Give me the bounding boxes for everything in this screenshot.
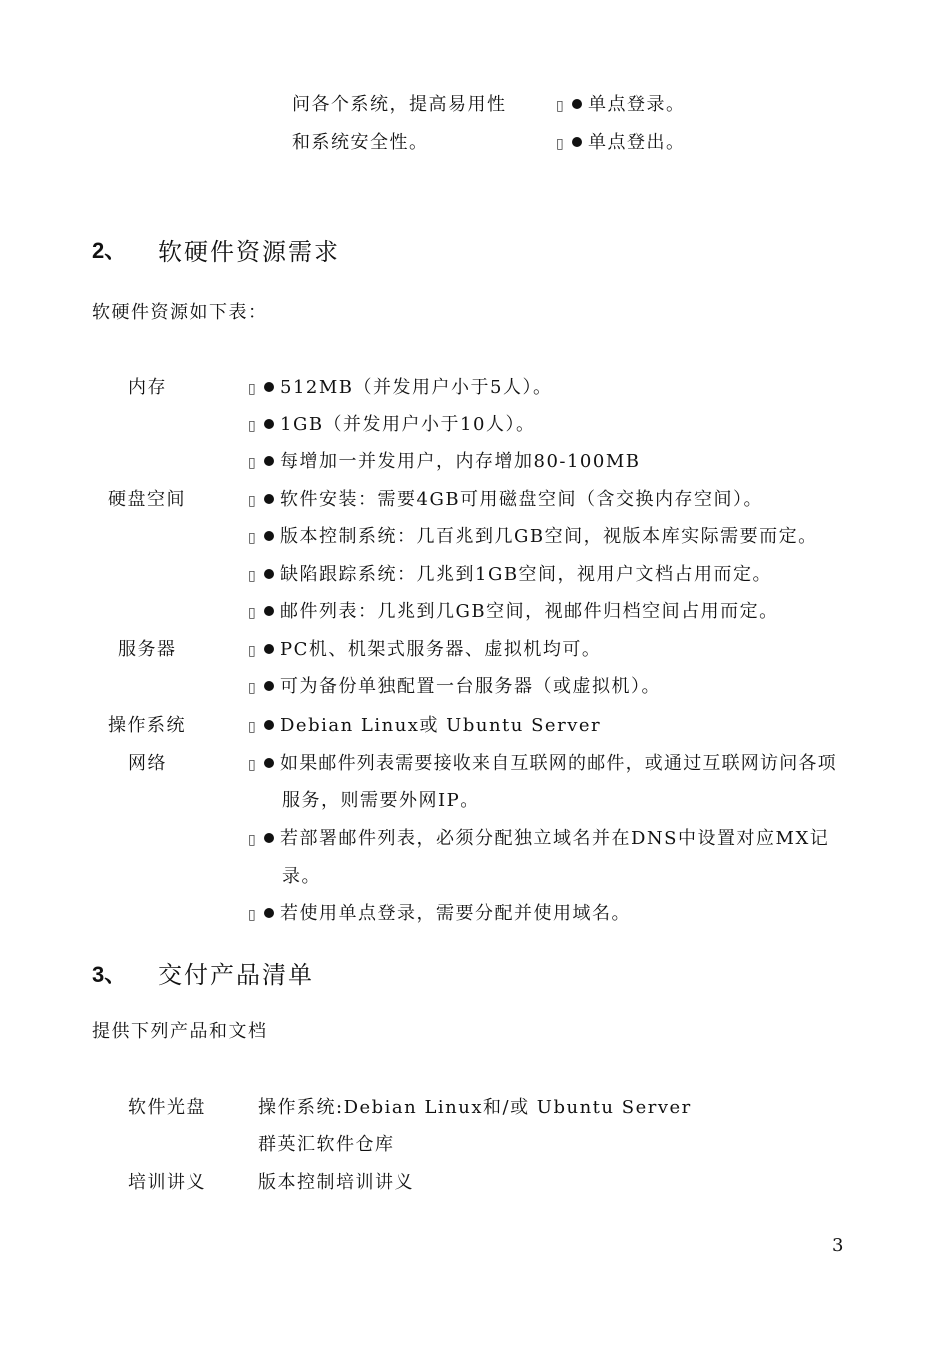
os-item-1: ▯ Debian Linux或 Ubuntu Server <box>248 715 602 736</box>
network-item-3: ▯ 若使用单点登录，需要分配并使用域名。 <box>248 903 631 924</box>
row-label-training: 培训讲义 <box>128 1172 206 1193</box>
disk-item-3: ▯ 缺陷跟踪系统：几兆到1GB空间，视用户文档占用而定。 <box>248 564 773 585</box>
bullet-icon <box>264 569 274 579</box>
bullet-icon <box>264 382 274 392</box>
network-item-1-cont: 服务，则需要外网IP。 <box>282 790 480 811</box>
top-left-line-2: 和系统安全性。 <box>292 132 429 153</box>
top-item-sso-login: ▯ 单点登录。 <box>556 94 686 115</box>
row-label-network: 网络 <box>128 753 167 774</box>
bullet-icon <box>264 758 274 768</box>
box-glyph-icon: ▯ <box>248 719 258 735</box>
row-label-server: 服务器 <box>118 639 177 660</box>
disk-item-2: ▯ 版本控制系统：几百兆到几GB空间，视版本库实际需要而定。 <box>248 526 818 547</box>
network-item-2-cont: 录。 <box>282 866 321 887</box>
software-cd-item-1: 操作系统:Debian Linux和/或 Ubuntu Server <box>258 1097 692 1118</box>
row-label-memory: 内存 <box>128 377 167 398</box>
box-glyph-icon: ▯ <box>248 418 258 434</box>
box-glyph-icon: ▯ <box>556 98 566 114</box>
row-label-disk: 硬盘空间 <box>108 489 186 510</box>
software-cd-item-2: 群英汇软件仓库 <box>258 1134 395 1155</box>
network-item-1: ▯ 如果邮件列表需要接收来自互联网的邮件，或通过互联网访问各项 <box>248 753 837 774</box>
bullet-icon <box>264 531 274 541</box>
box-glyph-icon: ▯ <box>248 680 258 696</box>
section2-title: 软硬件资源需求 <box>158 238 340 266</box>
bullet-icon <box>572 137 582 147</box>
box-glyph-icon: ▯ <box>248 455 258 471</box>
memory-item-1: ▯ 512MB（并发用户小于5人）。 <box>248 377 553 398</box>
bullet-icon <box>264 644 274 654</box>
server-item-2: ▯ 可为备份单独配置一台服务器（或虚拟机）。 <box>248 676 661 697</box>
bullet-icon <box>264 606 274 616</box>
section3-number: 3、 <box>92 962 127 987</box>
box-glyph-icon: ▯ <box>248 605 258 621</box>
box-glyph-icon: ▯ <box>248 568 258 584</box>
memory-item-3: ▯ 每增加一并发用户，内存增加80-100MB <box>248 451 641 472</box>
bullet-icon <box>264 833 274 843</box>
section2-intro: 软硬件资源如下表： <box>92 302 268 323</box>
disk-item-1: ▯ 软件安装：需要4GB可用磁盘空间（含交换内存空间）。 <box>248 489 764 510</box>
bullet-icon <box>264 494 274 504</box>
box-glyph-icon: ▯ <box>556 136 566 152</box>
box-glyph-icon: ▯ <box>248 530 258 546</box>
network-item-2: ▯ 若部署邮件列表，必须分配独立域名并在DNS中设置对应MX记 <box>248 828 830 849</box>
section3-title: 交付产品清单 <box>158 961 314 989</box>
box-glyph-icon: ▯ <box>248 643 258 659</box>
server-item-1: ▯ PC机、机架式服务器、虚拟机均可。 <box>248 639 602 660</box>
row-label-os: 操作系统 <box>108 715 186 736</box>
training-item-1: 版本控制培训讲义 <box>258 1172 414 1193</box>
bullet-icon <box>264 908 274 918</box>
top-left-line-1: 问各个系统，提高易用性 <box>292 94 507 115</box>
memory-item-2: ▯ 1GB（并发用户小于10人）。 <box>248 414 536 435</box>
page-number: 3 <box>832 1235 844 1256</box>
section3-intro: 提供下列产品和文档 <box>92 1021 268 1042</box>
disk-item-4: ▯ 邮件列表：几兆到几GB空间，视邮件归档空间占用而定。 <box>248 601 779 622</box>
box-glyph-icon: ▯ <box>248 493 258 509</box>
section2-number: 2、 <box>92 238 127 263</box>
bullet-icon <box>572 99 582 109</box>
box-glyph-icon: ▯ <box>248 907 258 923</box>
box-glyph-icon: ▯ <box>248 381 258 397</box>
box-glyph-icon: ▯ <box>248 757 257 773</box>
row-label-software-cd: 软件光盘 <box>128 1097 206 1118</box>
box-glyph-icon: ▯ <box>248 832 258 848</box>
bullet-icon <box>264 456 274 466</box>
bullet-icon <box>264 419 274 429</box>
bullet-icon <box>264 681 274 691</box>
top-item-sso-logout: ▯ 单点登出。 <box>556 132 686 153</box>
bullet-icon <box>264 720 274 730</box>
